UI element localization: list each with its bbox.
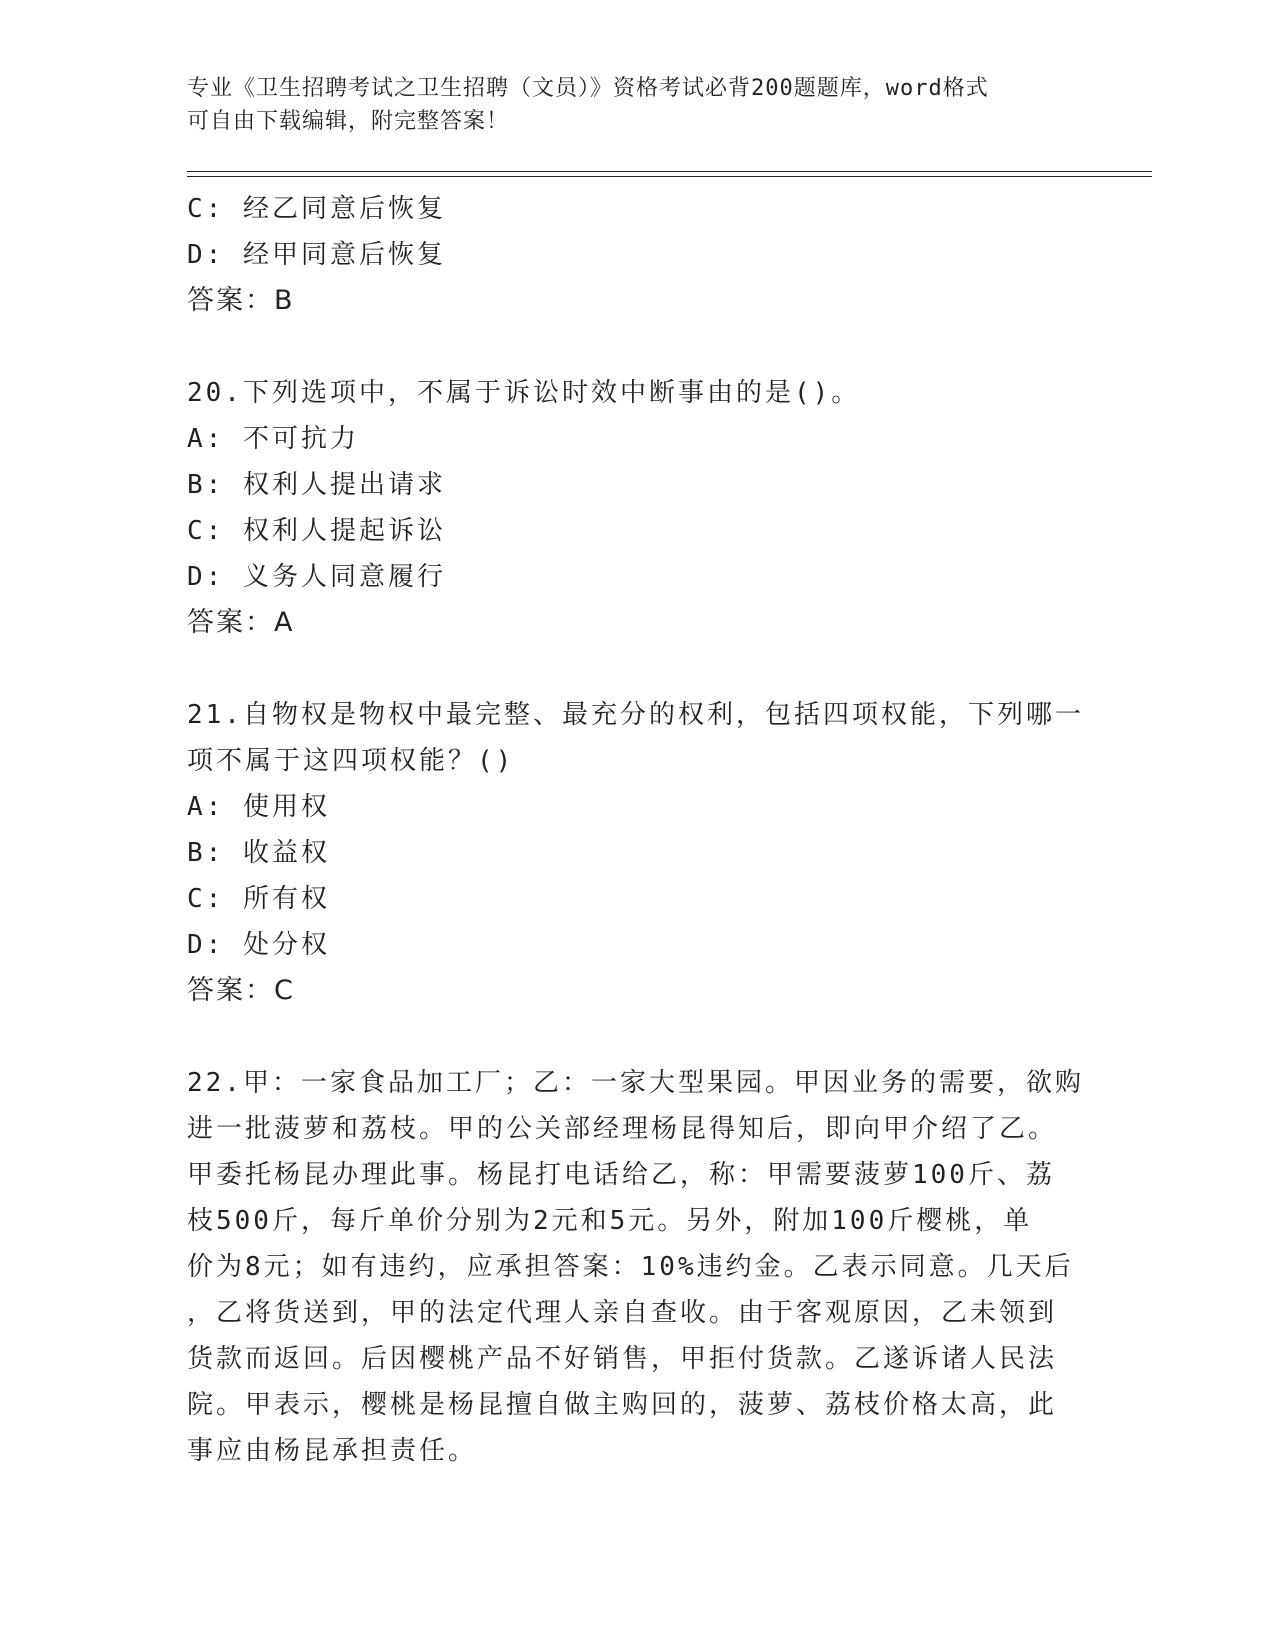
q22-line: 货款而返回。后因樱桃产品不好销售，甲拒付货款。乙遂诉诸人民法 [187, 1344, 1058, 1374]
q21-stem-line-1: 21.自物权是物权中最完整、最充分的权利，包括四项权能，下列哪一 [187, 700, 1084, 730]
q21-option-c: C: 所有权 [187, 884, 330, 914]
header-divider-top [187, 171, 1152, 172]
q21-stem-line-2: 项不属于这四项权能？() [187, 746, 515, 776]
q22-line: 价为8元；如有违约，应承担答案：10%违约金。乙表示同意。几天后 [187, 1252, 1074, 1282]
q22-line: 进一批菠萝和荔枝。甲的公关部经理杨昆得知后，即向甲介绍了乙。 [187, 1114, 1058, 1144]
question-content [187, 186, 1087, 1474]
question-22 [187, 1060, 1087, 1474]
spacer [187, 1014, 1087, 1060]
q21-option-a: A: 使用权 [187, 792, 330, 822]
header-divider-bottom [187, 176, 1152, 177]
q19-option-d: D: 经甲同意后恢复 [187, 240, 446, 270]
question-19-tail [187, 186, 1087, 324]
spacer [187, 324, 1087, 370]
q21-option-b: B: 收益权 [187, 838, 330, 868]
q20-option-c: C: 权利人提起诉讼 [187, 516, 446, 546]
question-21 [187, 692, 1087, 1014]
q22-line: 枝500斤，每斤单价分别为2元和5元。另外，附加100斤樱桃，单 [187, 1206, 1033, 1236]
question-20 [187, 370, 1087, 646]
header-line-2: 可自由下载编辑，附完整答案！ [187, 109, 510, 134]
q20-option-d: D: 义务人同意履行 [187, 562, 446, 592]
q20-stem: 20.下列选项中，不属于诉讼时效中断事由的是()。 [187, 378, 861, 408]
header-line-1: 专业《卫生招聘考试之卫生招聘（文员）》资格考试必背200题题库，word格式 [187, 76, 989, 101]
q21-answer: 答案：C [187, 975, 295, 1006]
document-header [187, 72, 1067, 138]
q22-line: ，乙将货送到，甲的法定代理人亲自查收。由于客观原因，乙未领到 [187, 1298, 1058, 1328]
q20-option-b: B: 权利人提出请求 [187, 470, 446, 500]
q22-line: 甲委托杨昆办理此事。杨昆打电话给乙，称：甲需要菠萝100斤、荔 [187, 1160, 1055, 1190]
q22-line: 院。甲表示，樱桃是杨昆擅自做主购回的，菠萝、荔枝价格太高，此 [187, 1390, 1058, 1420]
q20-option-a: A: 不可抗力 [187, 424, 359, 454]
q22-line: 事应由杨昆承担责任。 [187, 1436, 478, 1466]
q19-answer: 答案：B [187, 285, 295, 316]
q20-answer: 答案：A [187, 607, 295, 638]
q19-option-c: C: 经乙同意后恢复 [187, 194, 446, 224]
q22-line: 22.甲：一家食品加工厂；乙：一家大型果园。甲因业务的需要，欲购 [187, 1068, 1084, 1098]
q21-option-d: D: 处分权 [187, 930, 330, 960]
spacer [187, 646, 1087, 692]
